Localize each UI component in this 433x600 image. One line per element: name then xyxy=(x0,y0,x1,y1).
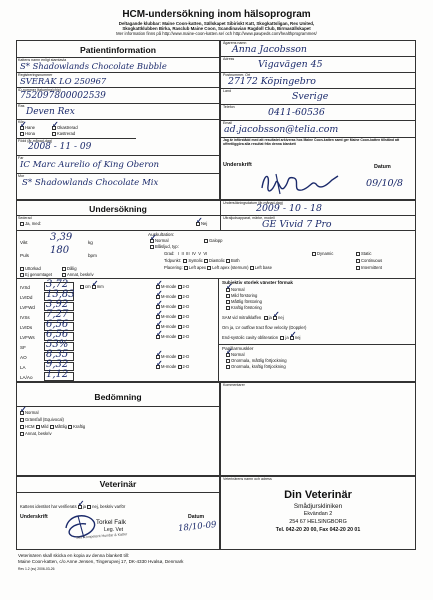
dyn-dynamic[interactable]: Dynamic xyxy=(312,251,333,256)
dyn-continuous[interactable]: Continuous xyxy=(356,258,382,263)
vet-stamp-text: Ses Kompetent Hundar & Katter xyxy=(75,532,128,540)
assess-equivocal[interactable]: Gränsfall (Equivocal) xyxy=(20,417,64,422)
checkbox[interactable] xyxy=(178,285,182,289)
checkbox[interactable] xyxy=(207,266,211,270)
checkbox[interactable] xyxy=(226,300,230,304)
sex-hona[interactable]: Hona xyxy=(20,131,35,136)
checkbox-checked[interactable] xyxy=(150,239,154,243)
clinic-sub: Smådjurskliniken xyxy=(293,503,343,510)
mother-label: Mor xyxy=(18,174,25,178)
grade-row: Grad: I II III IV V VI xyxy=(164,251,208,256)
measure-value: 1,12 xyxy=(46,369,69,380)
ultrasound-label: Ultraljudsapparat, märke, modell xyxy=(223,216,275,220)
measure-value: 13,83 xyxy=(46,289,75,300)
mode-selector[interactable]: ✓ M-mode 2-D xyxy=(156,284,189,289)
checkbox-checked[interactable] xyxy=(52,126,56,130)
phone-label: Telefon xyxy=(223,105,235,109)
placement-row[interactable]: Placering: Left apex Left apex (sternum) Left base xyxy=(164,265,272,270)
mode-selector[interactable]: ✓ M-mode 2-D xyxy=(156,304,189,309)
measure-value: 7,27 xyxy=(46,309,69,320)
cat-name-value[interactable]: S* Shadowlands Chocolate Bubble xyxy=(20,61,167,71)
address-label: Adress xyxy=(223,57,235,61)
mode-selector[interactable]: ✓ M-mode 2-D xyxy=(156,294,189,299)
checkbox[interactable] xyxy=(20,432,24,436)
sex-okastrerad[interactable]: ✓ Okastrerad xyxy=(52,125,78,130)
clinic-tel: Tel. 042-20 20 00, Fax 042-20 20 01 xyxy=(275,527,361,533)
checkbox[interactable] xyxy=(178,325,182,329)
checkbox[interactable] xyxy=(178,315,182,319)
ausc-normal[interactable]: ✓Normal xyxy=(150,238,169,243)
id-label: ID-nummer (tatuering/chip) xyxy=(18,88,61,92)
breed-value[interactable]: Deven Rex xyxy=(26,107,75,117)
mode-selector[interactable]: ✓ M-mode 2-D xyxy=(156,364,189,369)
checkbox-checked[interactable] xyxy=(20,411,24,415)
exam-date-label: Undersökningsdatum (år-månad-dag) xyxy=(223,201,283,205)
dyn-intermittent[interactable]: Intermittent xyxy=(356,265,382,270)
info-line: Mer information finns på http://www.maine-coon-katten.se/ och http://www.pawpeds.com/healthprogrammes/ xyxy=(116,31,317,36)
clinic-city: 254 67 HELSINGBORG xyxy=(289,519,347,525)
checkbox-checked[interactable] xyxy=(92,285,96,289)
vet-date-label: Datum xyxy=(188,514,205,520)
la-mild[interactable]: Mild förstoring xyxy=(226,293,257,298)
checkbox[interactable] xyxy=(204,259,208,263)
clinic-label: Veterinärens namn och adress xyxy=(223,477,272,481)
subjective-label: Subjektiv storlek vänster förmak xyxy=(222,280,293,285)
mother-value[interactable]: S* Shadowlands Chocolate Mix xyxy=(22,178,159,188)
measure-label: LVIDs xyxy=(20,325,33,330)
vet-title: Leg. Vet xyxy=(104,527,124,533)
sex-label: Kön xyxy=(18,120,25,124)
mode-selector[interactable]: ✓ M-mode 2-D xyxy=(156,314,189,319)
checkbox[interactable] xyxy=(280,336,284,340)
checkbox-checked[interactable] xyxy=(226,353,230,357)
measure-value: 6,56 xyxy=(46,329,69,340)
checkbox[interactable] xyxy=(178,305,182,309)
dyn-static[interactable]: Static xyxy=(356,251,371,256)
weight-unit: kg xyxy=(88,240,93,245)
address-value[interactable]: Vigavägen 45 xyxy=(258,59,323,70)
vet-date-value[interactable]: 18/10-09 xyxy=(177,520,218,534)
checkbox[interactable] xyxy=(312,252,316,256)
checkbox[interactable] xyxy=(226,359,230,363)
checkbox[interactable] xyxy=(226,294,230,298)
exam-section xyxy=(16,200,416,382)
footer-line-1: Veterinären skall skicka en kopia av denna blankett till: xyxy=(18,553,130,558)
measure-label: SF xyxy=(20,345,26,350)
mode-selector[interactable]: ✓ M-mode 2-D xyxy=(156,334,189,339)
checkbox[interactable] xyxy=(20,418,24,422)
weight-value[interactable]: 3,39 xyxy=(50,232,73,243)
checkbox[interactable] xyxy=(264,316,268,320)
mode-selector[interactable]: ✓ M-mode 2-D xyxy=(156,324,189,329)
vet-id-row[interactable]: Kattens identitet har verifierats ✓ ja nej, beskriv varför xyxy=(20,504,125,509)
pulse-unit: bpm xyxy=(88,253,97,258)
clinic-name: Din Veterinär xyxy=(284,489,352,501)
form-title: HCM-undersökning inom hälsoprogram xyxy=(122,9,311,20)
checkbox[interactable] xyxy=(50,425,54,429)
checkbox[interactable] xyxy=(62,273,66,277)
owner-date-label: Datum xyxy=(374,164,391,170)
papillary-label: Papillarmuskler xyxy=(222,346,254,351)
sam-row[interactable]: SAM vid mitralklaffen ja ✓ nej xyxy=(222,315,284,320)
obliteration-row[interactable]: End-systolic cavity obliteration ja ✓ nej xyxy=(222,335,300,340)
country-label: Land xyxy=(223,89,231,93)
vet-name: Torkel Falk xyxy=(96,519,126,526)
postal-label: Postnummer, Ort xyxy=(223,73,251,77)
footer-rev: Rev 1.2 (sv) 2006-03-26 xyxy=(18,567,55,571)
reg-label: Registreringsnummer xyxy=(18,73,53,77)
measure-value: 3,72 xyxy=(46,279,69,290)
opt-dalig[interactable]: Dålig xyxy=(62,266,77,271)
measure-label: LVFWs xyxy=(20,335,35,340)
footer-line-2: Maine Coon-katten, c/o Anne Jensen, Tingerupvej 17, DK-4330 Hvalsø, Denmark xyxy=(18,559,184,564)
owner-signature xyxy=(256,168,352,198)
checkbox-checked[interactable] xyxy=(20,126,24,130)
checkbox[interactable] xyxy=(356,266,360,270)
id-value[interactable]: 752097800002539 xyxy=(20,91,106,101)
pulse-label: Puls xyxy=(20,253,29,258)
opt-ej-genomtaget[interactable]: Ej genomtaget xyxy=(20,272,52,277)
vet-signature-label: Underskrift xyxy=(20,514,48,520)
measure-value: 9,32 xyxy=(46,359,69,370)
checkbox-checked[interactable] xyxy=(273,316,277,320)
checkbox[interactable] xyxy=(183,259,187,263)
la-mattlig[interactable]: Måttlig förstoring xyxy=(226,299,262,304)
checkbox-checked[interactable] xyxy=(196,222,200,226)
checkbox[interactable] xyxy=(204,239,208,243)
reg-value[interactable]: SVERAK LO 250967 xyxy=(20,76,107,86)
checkbox[interactable] xyxy=(52,132,56,136)
checkbox[interactable] xyxy=(150,245,154,249)
checkbox-checked[interactable] xyxy=(226,288,230,292)
exam-heading: Undersökning xyxy=(89,204,147,214)
postal-value[interactable]: 27172 Köpingebro xyxy=(228,76,316,87)
opt-annat[interactable]: Annat, beskriv xyxy=(62,272,94,277)
measure-label: IVSd xyxy=(20,285,30,290)
comments-box[interactable] xyxy=(220,382,416,476)
vet-heading: Veterinär xyxy=(99,479,137,489)
consent-text: Jag är införstådd med att resultatet arkiveras hos Maine Coon-katten samt ger Maine Coon-katten tillstånd att offentliggöra alla resultat från denna blankett xyxy=(223,138,400,146)
checkbox[interactable] xyxy=(178,365,182,369)
mode-selector[interactable]: ✓ M-mode 2-D xyxy=(156,354,189,359)
checkbox[interactable] xyxy=(356,252,360,256)
checkbox[interactable] xyxy=(226,259,230,263)
assess-annat[interactable]: Annat, beskriv xyxy=(20,431,52,436)
country-value[interactable]: Sverige xyxy=(292,91,329,102)
checkbox[interactable] xyxy=(178,295,182,299)
dob-label: Född (år-månad-dag) xyxy=(18,139,53,143)
cat-name-label: Kattens namn enligt stamtavla xyxy=(18,58,67,62)
assess-hcm[interactable]: HCM Mild Måttlig Kraftig xyxy=(20,424,85,429)
clubs-line-2: Skogkattklubben Birka, Rasclub Maine Coon, Scandinavian Ragdoll Club, Birmasällskapet xyxy=(122,26,311,31)
sedated-no[interactable]: ✓ Nej xyxy=(196,221,207,226)
checkbox[interactable] xyxy=(20,273,24,277)
measure-value: 6,56 xyxy=(46,319,69,330)
measure-value: 8,35 xyxy=(46,349,69,360)
checkbox[interactable] xyxy=(250,266,254,270)
checkbox[interactable] xyxy=(20,222,24,226)
checkbox[interactable] xyxy=(178,335,182,339)
checkbox[interactable] xyxy=(20,132,24,136)
timing-row[interactable]: Tidpunkt: Systolic Diastolic Both xyxy=(164,258,240,263)
breed-label: Ras xyxy=(18,104,25,108)
checkbox[interactable] xyxy=(36,425,40,429)
checkbox[interactable] xyxy=(184,266,188,270)
sex-kastrerad[interactable]: Kastrerad xyxy=(52,131,75,136)
father-label: Far xyxy=(18,156,24,160)
pap-mattlig[interactable]: Onormala, måttlig förtjockning xyxy=(226,358,287,363)
checkbox-checked[interactable] xyxy=(156,335,160,339)
measure-label: LVIDd xyxy=(20,295,33,300)
measure-label: LA xyxy=(20,365,26,370)
patient-heading: Patientinformation xyxy=(80,45,156,55)
measure-label: AO xyxy=(20,355,27,360)
checkbox[interactable] xyxy=(80,285,84,289)
checkbox[interactable] xyxy=(20,267,24,271)
email-value[interactable]: ad.jacobsson@telia.com xyxy=(224,124,339,135)
comments-label: Kommentarer xyxy=(223,383,245,387)
phone-value[interactable]: 0411-60536 xyxy=(268,107,325,118)
checkbox-checked[interactable] xyxy=(156,365,160,369)
unit-selector[interactable]: cm ✓ mm xyxy=(80,284,104,289)
checkbox[interactable] xyxy=(62,267,66,271)
ultrasound-value[interactable]: GE Vivid 7 Pro xyxy=(262,219,332,230)
dob-value[interactable]: 2008 - 11 - 09 xyxy=(28,142,92,152)
pulse-value[interactable]: 180 xyxy=(50,245,70,256)
la-normal[interactable]: ✓Normal xyxy=(226,287,245,292)
checkbox[interactable] xyxy=(68,425,72,429)
lvot-row: Om ja, LV outflow tract flow velocity (Doppler) xyxy=(222,325,307,330)
owner-signature-label: Underskrift xyxy=(223,162,252,168)
measure-value: 53% xyxy=(46,339,69,350)
measure-value: 3,92 xyxy=(46,299,69,310)
pap-kraftig[interactable]: Onormala, kraftig förtjockning xyxy=(226,364,286,369)
sedated-yes[interactable]: Ja, med: xyxy=(20,221,41,226)
checkbox-checked[interactable] xyxy=(290,336,294,340)
sex-hane[interactable]: ✓Hane xyxy=(20,125,35,130)
owner-date-value[interactable]: 09/10/8 xyxy=(366,178,403,189)
sedated-label: Sederad xyxy=(18,216,32,220)
checkbox[interactable] xyxy=(226,365,230,369)
owner-name-label: Ägarens namn xyxy=(223,41,247,45)
checkbox[interactable] xyxy=(226,306,230,310)
ausc-blasljud[interactable]: Blåsljud, typ: xyxy=(150,244,179,249)
auscultation-label: Auskultation: xyxy=(148,232,175,237)
measure-label: LVFWd xyxy=(20,305,35,310)
father-value[interactable]: IC Marc Aurelio of King Oberon xyxy=(20,160,160,170)
la-kraftig[interactable]: Kraftig förstoring xyxy=(226,305,262,310)
clubs-line-1: Deltagande klubbar: Maine Coon-katten, Sällskapet Sibiriskt Katt, Skogkattsligan, Rex United, xyxy=(118,21,315,26)
email-label: Email xyxy=(223,121,232,125)
assess-normal[interactable]: ✓Normal xyxy=(20,410,39,415)
assessment-heading: Bedömning xyxy=(94,392,142,402)
measure-label: IVSs xyxy=(20,315,30,320)
checkbox[interactable] xyxy=(20,425,24,429)
ausc-galopp[interactable]: Galopp xyxy=(204,238,223,243)
checkbox[interactable] xyxy=(356,259,360,263)
opt-uttorkad[interactable]: Uttorkad xyxy=(20,266,41,271)
owner-name-value[interactable]: Anna Jacobsson xyxy=(232,44,307,55)
clinic-street: Ekvändan 2 xyxy=(303,511,333,517)
weight-label: Vikt xyxy=(20,240,28,245)
exam-date-value[interactable]: 2009 - 10 - 18 xyxy=(256,203,322,214)
checkbox[interactable] xyxy=(178,355,182,359)
pap-normal[interactable]: ✓Normal xyxy=(226,352,245,357)
measure-label: LA/Ao xyxy=(20,375,33,380)
